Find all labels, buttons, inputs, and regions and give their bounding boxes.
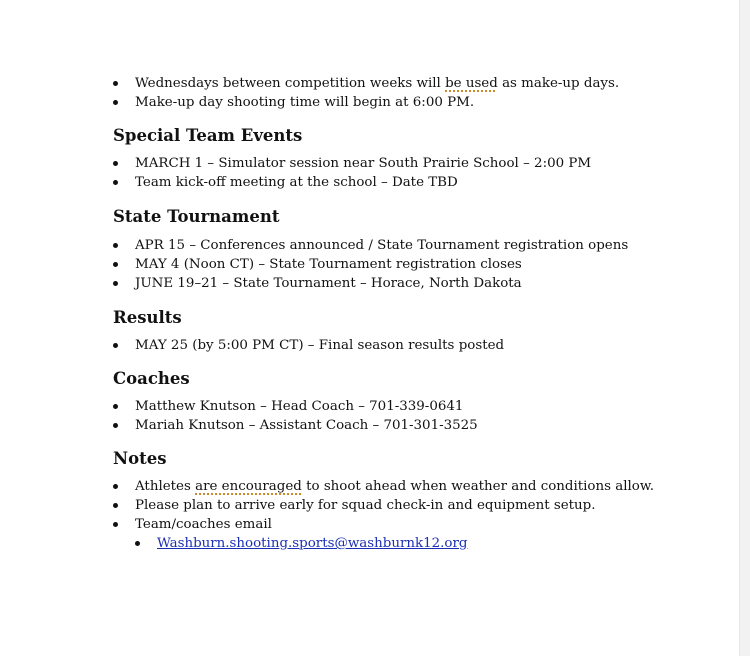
results-heading: Results	[113, 308, 182, 327]
list-item: Please plan to arrive early for squad check-in and equipment setup.	[113, 496, 713, 515]
list-item: MAY 25 (by 5:00 PM CT) – Final season results posted	[113, 336, 713, 355]
list-item: MAY 4 (Noon CT) – State Tournament registration closes	[113, 255, 713, 274]
list-item: Make-up day shooting time will begin at 6:00 PM.	[113, 93, 713, 112]
list-item: MARCH 1 – Simulator session near South Prairie School – 2:00 PM	[113, 154, 713, 173]
document-body	[113, 74, 713, 553]
list-item: Team/coaches email	[113, 515, 713, 534]
list-item: Team kick-off meeting at the school – Date TBD	[113, 173, 713, 192]
intro-list	[113, 74, 713, 112]
grammar-flagged-text[interactable]: be used	[445, 76, 498, 91]
intro-item-text: as make-up days.	[497, 76, 620, 91]
list-item: Mariah Knutson – Assistant Coach – 701-301-3525	[113, 416, 713, 435]
list-item: APR 15 – Conferences announced / State Tournament registration opens	[113, 236, 713, 255]
coaches-list	[113, 397, 713, 435]
list-item: JUNE 19–21 – State Tournament – Horace, North Dakota	[113, 274, 713, 293]
state-tournament-list	[113, 236, 713, 293]
list-item	[113, 74, 713, 93]
results-list	[113, 336, 713, 355]
intro-item-text: Wednesdays between competition weeks will	[135, 76, 446, 91]
state-tournament-heading: State Tournament	[113, 207, 280, 226]
coaches-heading: Coaches	[113, 369, 190, 388]
page-edge	[739, 0, 750, 656]
notes-sub-list	[113, 534, 713, 553]
special-team-events-list	[113, 154, 713, 192]
list-item	[135, 534, 713, 553]
grammar-flagged-text[interactable]: are encouraged	[195, 479, 302, 494]
special-team-events-heading: Special Team Events	[113, 126, 303, 145]
notes-item-text: Athletes	[135, 479, 196, 494]
notes-item-text: to shoot ahead when weather and conditions allow.	[301, 479, 654, 494]
email-link[interactable]: Washburn.shooting.sports@washburnk12.org	[157, 536, 468, 551]
list-item	[113, 477, 713, 496]
notes-heading: Notes	[113, 449, 167, 468]
list-item: Matthew Knutson – Head Coach – 701-339-0641	[113, 397, 713, 416]
notes-list	[113, 477, 713, 534]
